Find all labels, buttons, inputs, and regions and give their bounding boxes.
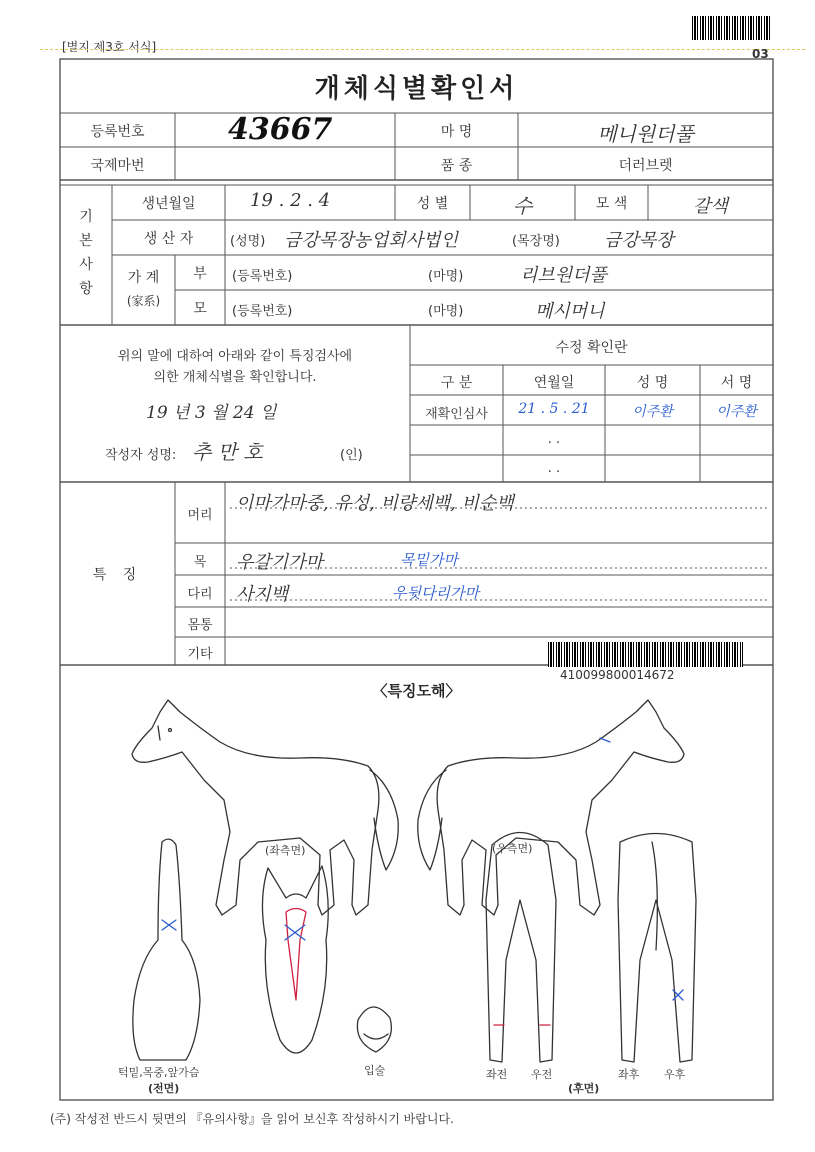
revision-header-sign: 서 명 <box>720 375 753 391</box>
lip-caption: 입술 <box>364 1064 386 1077</box>
coat-label: 모 색 <box>595 196 628 212</box>
breeder-name-label: (성명) <box>230 234 266 249</box>
dam-name-label: (마명) <box>428 304 464 319</box>
coat-value: 갈색 <box>693 196 728 217</box>
pedigree-hanja: (家系) <box>126 294 161 308</box>
lip-view <box>357 1007 391 1052</box>
revision-row-1-type: 재확인심사 <box>425 407 488 422</box>
intl-no-label: 국제마번 <box>90 158 145 174</box>
author-label: 작성자 성명: <box>105 448 177 463</box>
horse-name-value: 메니원더풀 <box>597 122 694 146</box>
diagram-title: 〈특징도해〉 <box>372 682 461 700</box>
dam-name-value: 메시머니 <box>535 301 605 322</box>
pedigree-label: 가 계 <box>127 270 160 286</box>
right-side-horse <box>418 700 684 915</box>
farm-label: (목장명) <box>512 234 560 249</box>
barcode-number: 410099800014672 <box>560 668 675 682</box>
right-front-caption: 우전 <box>531 1068 553 1081</box>
feature-leg-label: 다리 <box>187 587 213 602</box>
sex-label: 성 별 <box>416 196 449 212</box>
feature-neck-label: 목 <box>193 555 207 570</box>
statement-line-1: 위의 말에 대하여 아래와 같이 특징검사에 <box>117 349 353 364</box>
left-front-caption: 좌전 <box>486 1068 508 1081</box>
feature-body-label: 몸통 <box>187 618 213 633</box>
feature-neck-value: 우갈기가마 <box>236 552 323 573</box>
basic-section-label: 기 본 사 항 <box>79 209 93 297</box>
revision-row-3-date: . . <box>547 461 561 476</box>
page-number: 03 <box>752 47 769 61</box>
sex-value: 수 <box>512 194 533 218</box>
left-rear-caption: 좌후 <box>618 1068 640 1081</box>
revision-header-type: 구 분 <box>440 375 473 391</box>
neck-caption: 턱밑,목중,앞가슴 <box>118 1066 200 1079</box>
feature-leg-note: 우뒷다리가마 <box>392 584 479 602</box>
revision-title: 수정 확인란 <box>555 340 628 356</box>
revision-header-date: 연월일 <box>533 375 575 391</box>
revision-row-1-name: 이주환 <box>632 404 673 420</box>
breeder-label: 생 산 자 <box>143 231 194 247</box>
birth-label: 생년월일 <box>141 196 196 212</box>
breeder-name-value: 금강목장농업회사법인 <box>284 230 458 251</box>
sire-name-value: 리브원더풀 <box>520 265 607 286</box>
feature-head-label: 머리 <box>187 508 213 523</box>
breed-label: 품 종 <box>440 158 473 174</box>
confirm-date: 19 년 3 월 24 일 <box>146 403 277 423</box>
sire-label: 부 <box>193 266 207 282</box>
feature-neck-note: 목밑가마 <box>400 551 458 569</box>
form-number: [별지 제3호 서식] <box>62 40 157 54</box>
dam-label: 모 <box>193 301 207 317</box>
sire-name-label: (마명) <box>428 269 464 284</box>
author-signature: 추 만 호 <box>192 440 263 464</box>
seal-label: (인) <box>340 448 363 463</box>
statement-line-2: 의한 개체식별을 확인합니다. <box>153 370 317 385</box>
left-side-horse <box>132 700 398 915</box>
reg-no-value: 43667 <box>228 112 333 147</box>
reg-no-label: 등록번호 <box>90 124 145 140</box>
feature-leg-value: 사지백 <box>236 584 289 605</box>
rear-caption: (후면) <box>568 1082 600 1095</box>
farm-value: 금강목장 <box>604 230 674 251</box>
rear-view <box>618 834 696 1063</box>
revision-row-2-date: . . <box>547 432 561 447</box>
right-rear-caption: 우후 <box>664 1068 686 1081</box>
neck-front-view <box>133 839 200 1060</box>
front-caption: (전면) <box>148 1082 180 1095</box>
footer-note: (주) 작성전 반드시 뒷면의 『유의사항』을 읽어 보신후 작성하시기 바랍니다. <box>50 1112 454 1126</box>
feature-head-value: 이마가마중, 유성, 비량세백, 비순백 <box>236 493 514 514</box>
revision-row-1-date: 21 . 5 . 21 <box>518 401 590 417</box>
feature-other-label: 기타 <box>187 647 213 662</box>
revision-row-1-sign: 이주환 <box>716 404 757 420</box>
horse-name-label: 마 명 <box>440 124 473 140</box>
birth-value: 19 . 2 . 4 <box>250 190 331 211</box>
sire-reg-no-label: (등록번호) <box>232 269 293 284</box>
dam-reg-no-label: (등록번호) <box>232 304 293 319</box>
features-section-label: 특 징 <box>92 567 143 583</box>
document-title: 개체식별확인서 <box>314 74 519 104</box>
right-side-caption: (우측면) <box>492 842 533 855</box>
breed-value: 더러브렛 <box>618 158 673 174</box>
left-side-caption: (좌측면) <box>265 844 306 857</box>
revision-header-name: 성 명 <box>636 375 669 391</box>
